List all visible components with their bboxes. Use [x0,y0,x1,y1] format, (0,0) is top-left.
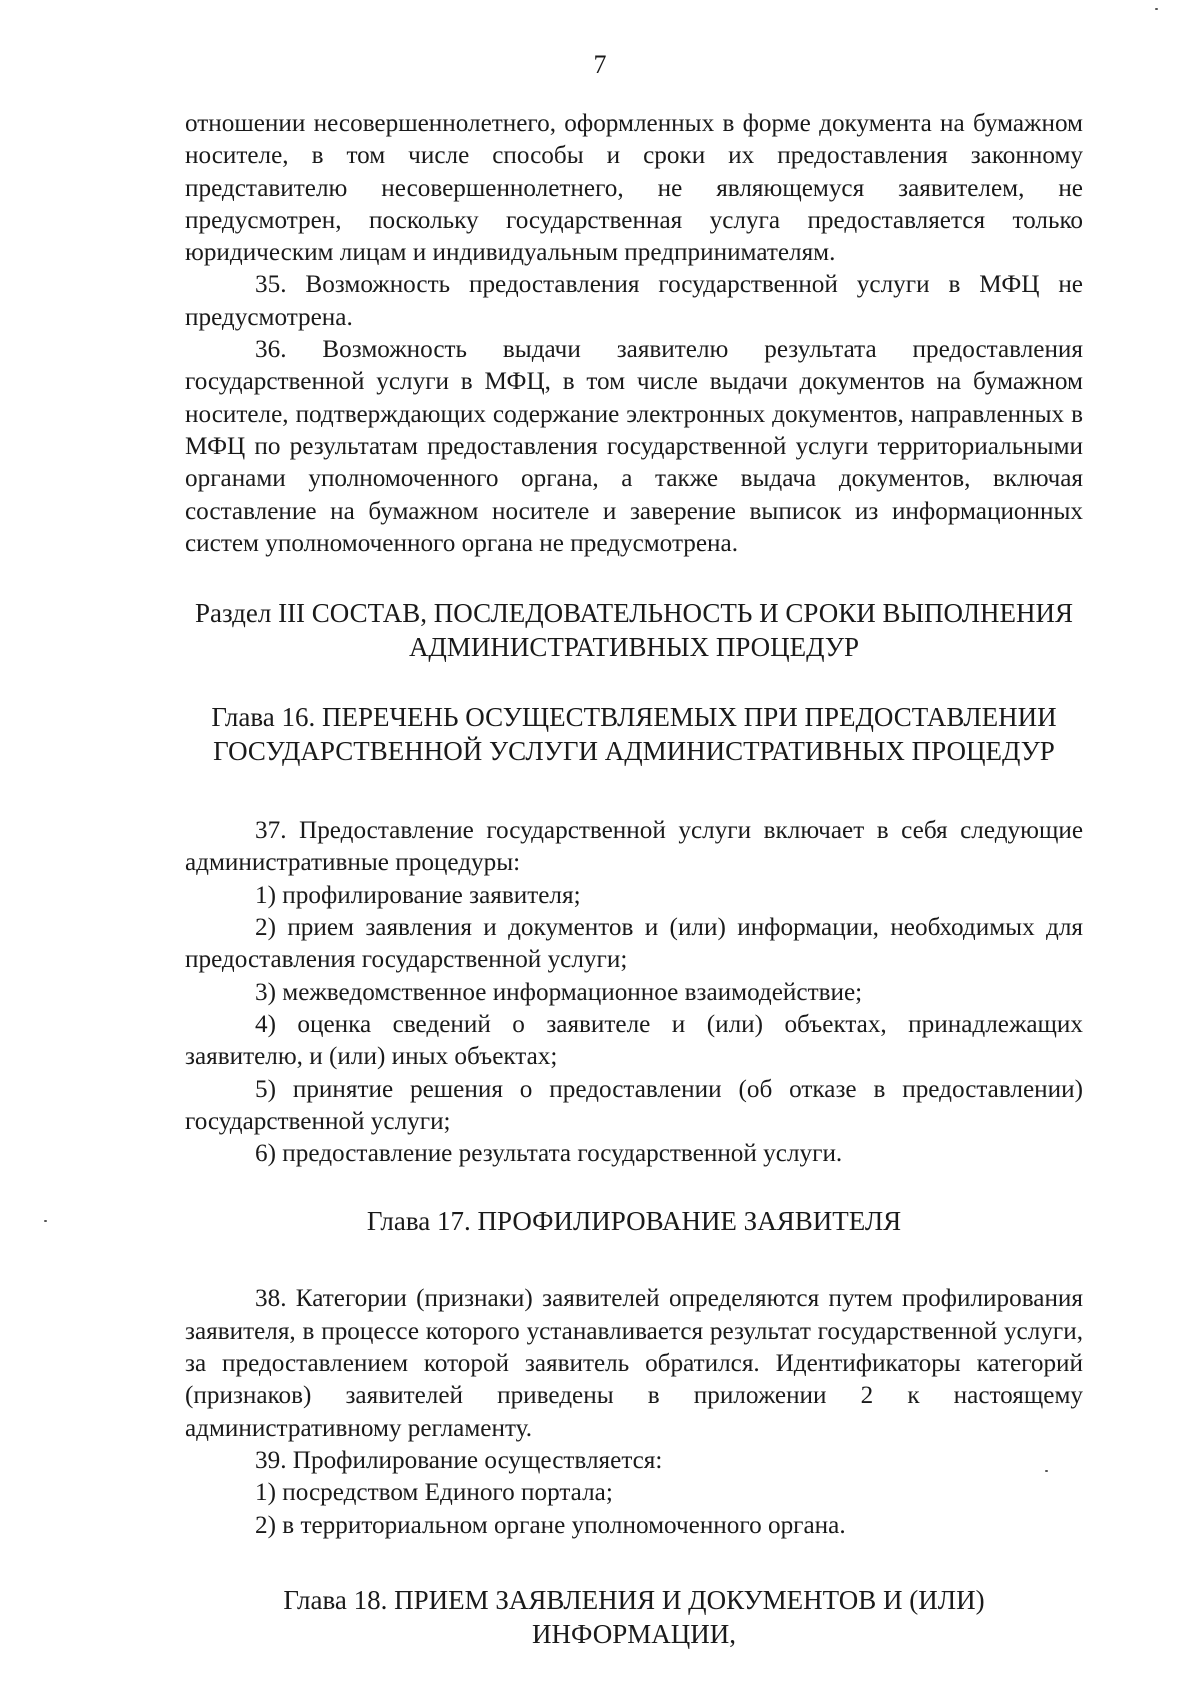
procedure-item: 6) предоставление результата государственной услуги. [255,1140,843,1168]
paragraph-item-38: 38. Категории (признаки) заявителей определяются путем профилирования заявителя, в процессе которого устанавливается результат государственной услуги, за предоставлением которой заявитель обратился. Идентификаторы категорий (признаков) заявителей приведены в приложении 2 к настоящему административному регламенту. [185,1285,1083,1442]
chapter-16-heading-line-1: Глава 16. ПЕРЕЧЕНЬ ОСУЩЕСТВЛЯЕМЫХ ПРИ ПРЕДОСТАВЛЕНИИ [211,702,1057,733]
procedure-item: 2) прием заявления и документов и (или) информации, необходимых для предоставления государственной услуги; [185,914,1083,974]
paragraph-item-35: 35. Возможность предоставления государственной услуги в МФЦ не предусмотрена. [185,271,1083,331]
profiling-method-item: 2) в территориальном органе уполномоченного органа. [255,1511,846,1539]
paragraph-item-39: 39. Профилирование осуществляется: [255,1446,663,1474]
paragraph-item-37: 37. Предоставление государственной услуги включает в себя следующие административные процедуры: [185,817,1083,877]
procedure-item: 5) принятие решения о предоставлении (об отказе в предоставлении) государственной услуги; [185,1075,1083,1135]
chapter-16-heading-line-2: ГОСУДАРСТВЕННОЙ УСЛУГИ АДМИНИСТРАТИВНЫХ ПРОЦЕДУР [213,736,1055,767]
paragraph-item-36: 36. Возможность выдачи заявителю результата предоставления государственной услуги в МФЦ, в том числе выдачи документов на бумажном носителе, подтверждающих содержание электронных документов, направленных в МФЦ по результатам предоставления государственной услуги территориальными органами уполномоченного органа, а также выдача документов, включая составление на бумажном носителе и заверение выписок из информационных систем уполномоченного органа не предусмотрена. [185,336,1083,557]
procedure-item: 3) межведомственное информационное взаимодействие; [255,978,863,1006]
page-number: 7 [593,50,607,79]
procedure-item: 1) профилирование заявителя; [255,881,581,909]
scan-speck [1155,8,1158,10]
scan-speck [1045,1470,1048,1472]
paragraph-continuation: отношении несовершеннолетнего, оформленных в форме документа на бумажном носителе, в том числе способы и сроки их предоставления законному представителю несовершеннолетнего, не являющемуся заявителем, не предусмотрен, поскольку государственная услуга предоставляется только юридическим лицам и индивидуальным предпринимателям. [185,110,1083,267]
section-heading-line-2: АДМИНИСТРАТИВНЫХ ПРОЦЕДУР [408,632,860,663]
chapter-16-heading [185,700,1083,768]
section-heading-line-1: Раздел III СОСТАВ, ПОСЛЕДОВАТЕЛЬНОСТЬ И СРОКИ ВЫПОЛНЕНИЯ [194,598,1074,629]
section-heading [185,596,1083,664]
page-body [185,108,1083,1651]
scan-speck [44,1220,47,1222]
procedure-item: 4) оценка сведений о заявителе и (или) объектах, принадлежащих заявителю, и (или) иных объектах; [185,1010,1083,1071]
chapter-17-heading: Глава 17. ПРОФИЛИРОВАНИЕ ЗАЯВИТЕЛЯ [366,1206,902,1237]
profiling-method-item: 1) посредством Единого портала; [255,1479,613,1507]
chapter-18-heading: Глава 18. ПРИЕМ ЗАЯВЛЕНИЯ И ДОКУМЕНТОВ И (ИЛИ) ИНФОРМАЦИИ, [283,1584,985,1649]
